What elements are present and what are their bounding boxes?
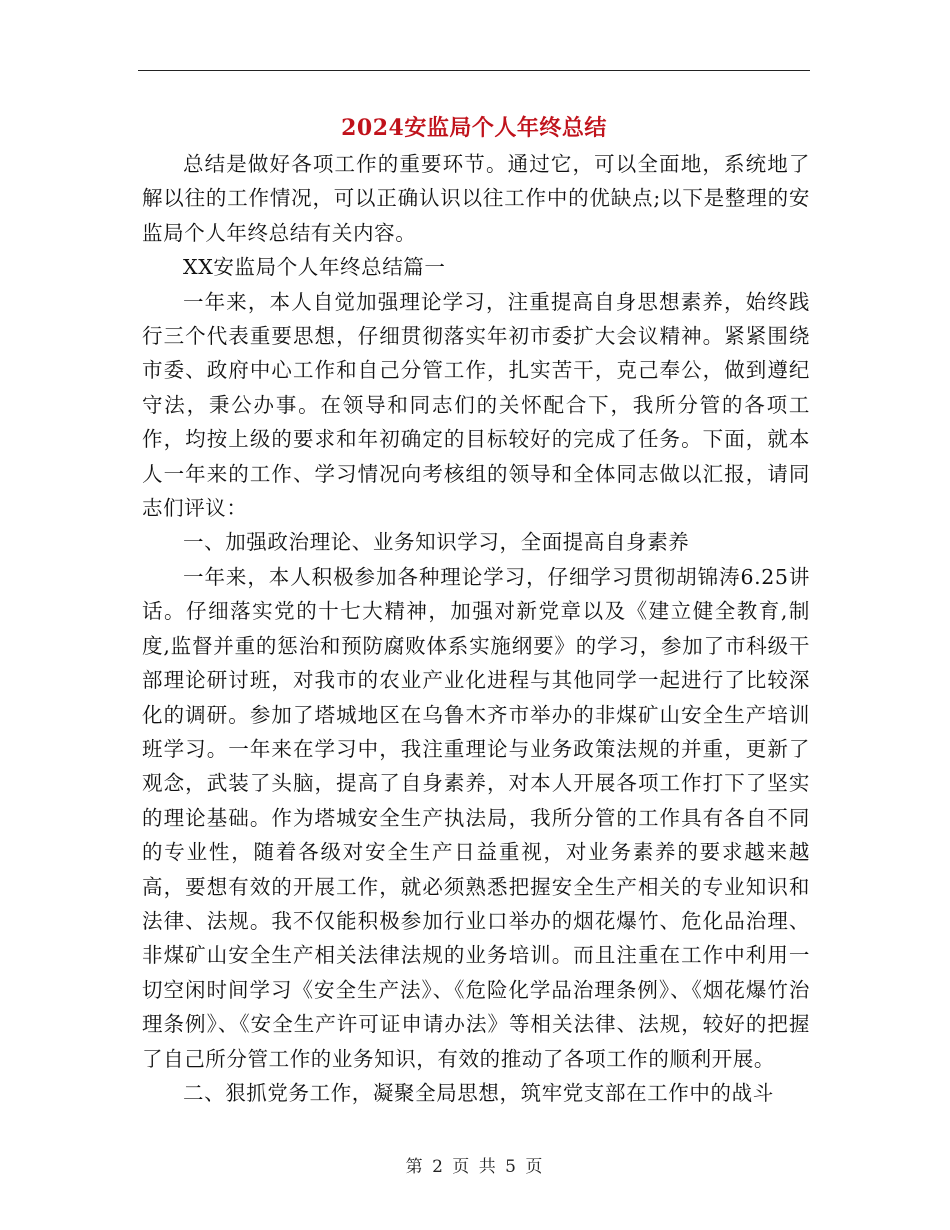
header-rule [138,70,810,71]
subsection-heading: 二、狠抓党务工作，凝聚全局思想，筑牢党支部在工作中的战斗 [183,1080,774,1105]
document-body [142,147,810,1110]
document-title: 2024安监局个人年终总结 [341,115,607,141]
section-heading: XX安监局个人年终总结篇一 [183,255,446,280]
body-paragraph: 一年来，本人自觉加强理论学习，注重提高自身思想素养，始终践行三个代表重要思想，仔细贯彻落实年初市委扩大会议精神。紧紧围绕市委、政府中心工作和自己分管工作，扎实苦干，克己奉公，做到遵纪守法，秉公办事。在领导和同志们的关怀配合下，我所分管的各项工作，均按上级的要求和年初确定的目标较好的完成了任务。下面，就本人一年来的工作、学习情况向考核组的领导和全体同志做以汇报，请同志们评议： [142,289,810,521]
page-number-footer: 第 2 页 共 5 页 [405,1157,545,1177]
subsection-heading: 一、加强政治理论、业务知识学习，全面提高自身素养 [183,530,690,555]
body-paragraph: 一年来，本人积极参加各种理论学习，仔细学习贯彻胡锦涛6.25讲话。仔细落实党的十七大精神，加强对新党章以及《建立健全教育,制度,监督并重的惩治和预防腐败体系实施纲要》的学习，参加了市科级干部理论研讨班，对我市的农业产业化进程与其他同学一起进行了比较深化的调研。参加了塔城地区在乌鲁木齐市举办的非煤矿山安全生产培训班学习。一年来在学习中，我注重理论与业务政策法规的并重，更新了观念，武装了头脑，提高了自身素养，对本人开展各项工作打下了坚实的理论基础。作为塔城安全生产执法局，我所分管的工作具有各自不同的专业性，随着各级对安全生产日益重视，对业务素养的要求越来越高，要想有效的开展工作，就必须熟悉把握安全生产相关的专业知识和法律、法规。我不仅能积极参加行业口举办的烟花爆竹、危化品治理、非煤矿山安全生产相关法律法规的业务培训。而且注重在工作中利用一切空闲时间学习《安全生产法》、《危险化学品治理条例》、《烟花爆竹治理条例》、《安全生产许可证申请办法》等相关法律、法规，较好的把握了自己所分管工作的业务知识，有效的推动了各项工作的顺利开展。 [142,564,810,1071]
intro-paragraph: 总结是做好各项工作的重要环节。通过它，可以全面地，系统地了解以往的工作情况，可以正确认识以往工作中的优缺点;以下是整理的安监局个人年终总结有关内容。 [142,152,810,245]
